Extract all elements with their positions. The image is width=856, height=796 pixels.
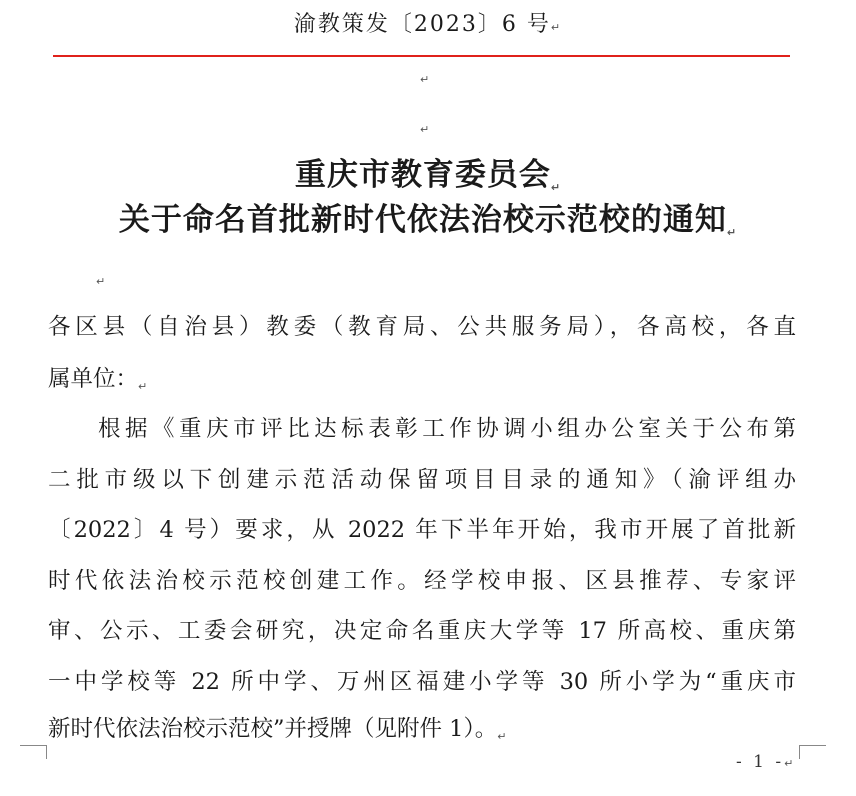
salutation-line-2-text: 属单位： [48, 366, 139, 392]
paragraph-mark: ↵ [497, 730, 507, 743]
document-number-text: 渝教策发〔2023〕6 号 [293, 12, 551, 37]
title-line-2 [0, 200, 856, 240]
paragraph-mark: ↵ [420, 123, 430, 136]
red-header-rule [53, 55, 790, 57]
body-paragraph-line: 时代依法治校示范校创建工作。经学校申报、区县推荐、专家评 [48, 568, 796, 594]
body-paragraph-line: 根据《重庆市评比达标表彰工作协调小组办公室关于公布第 [98, 416, 796, 442]
title-line-1 [0, 155, 856, 195]
salutation-line-2 [48, 364, 147, 394]
body-paragraph-line: 审、公示、工委会研究，决定命名重庆大学等 17 所高校、重庆第 [48, 618, 796, 644]
body-paragraph-last-line [48, 714, 506, 744]
margin-corner-mark [46, 745, 47, 759]
paragraph-mark: ↵ [138, 380, 148, 393]
title-line-2-text: 关于命名首批新时代依法治校示范校的通知 [118, 202, 727, 238]
paragraph-mark: ↵ [726, 226, 738, 239]
salutation-line-1: 各区县（自治县）教委（教育局、公共服务局），各高校，各直 [48, 314, 796, 340]
paragraph-mark: ↵ [550, 21, 563, 34]
document-number [0, 10, 856, 40]
body-paragraph-line: 二批市级以下创建示范活动保留项目目录的通知》（渝评组办 [48, 467, 796, 493]
margin-corner-mark [20, 745, 46, 746]
page-number [736, 752, 796, 772]
margin-corner-mark [800, 745, 826, 746]
paragraph-mark: ↵ [96, 275, 106, 288]
title-line-1-text: 重庆市教育委员会 [294, 157, 551, 193]
margin-corner-mark [799, 745, 800, 759]
paragraph-mark: ↵ [420, 73, 430, 86]
paragraph-mark: ↵ [550, 181, 562, 194]
paragraph-mark: ↵ [784, 757, 797, 770]
body-paragraph-line: 〔2022〕4 号）要求，从 2022 年下半年开始，我市开展了首批新 [48, 517, 796, 543]
page-number-text: - 1 - [736, 752, 785, 772]
body-paragraph-line: 一中学校等 22 所中学、万州区福建小学等 30 所小学为“重庆市 [48, 669, 796, 695]
body-paragraph-last-line-text: 新时代依法治校示范校”并授牌（见附件 1）。 [48, 716, 498, 742]
